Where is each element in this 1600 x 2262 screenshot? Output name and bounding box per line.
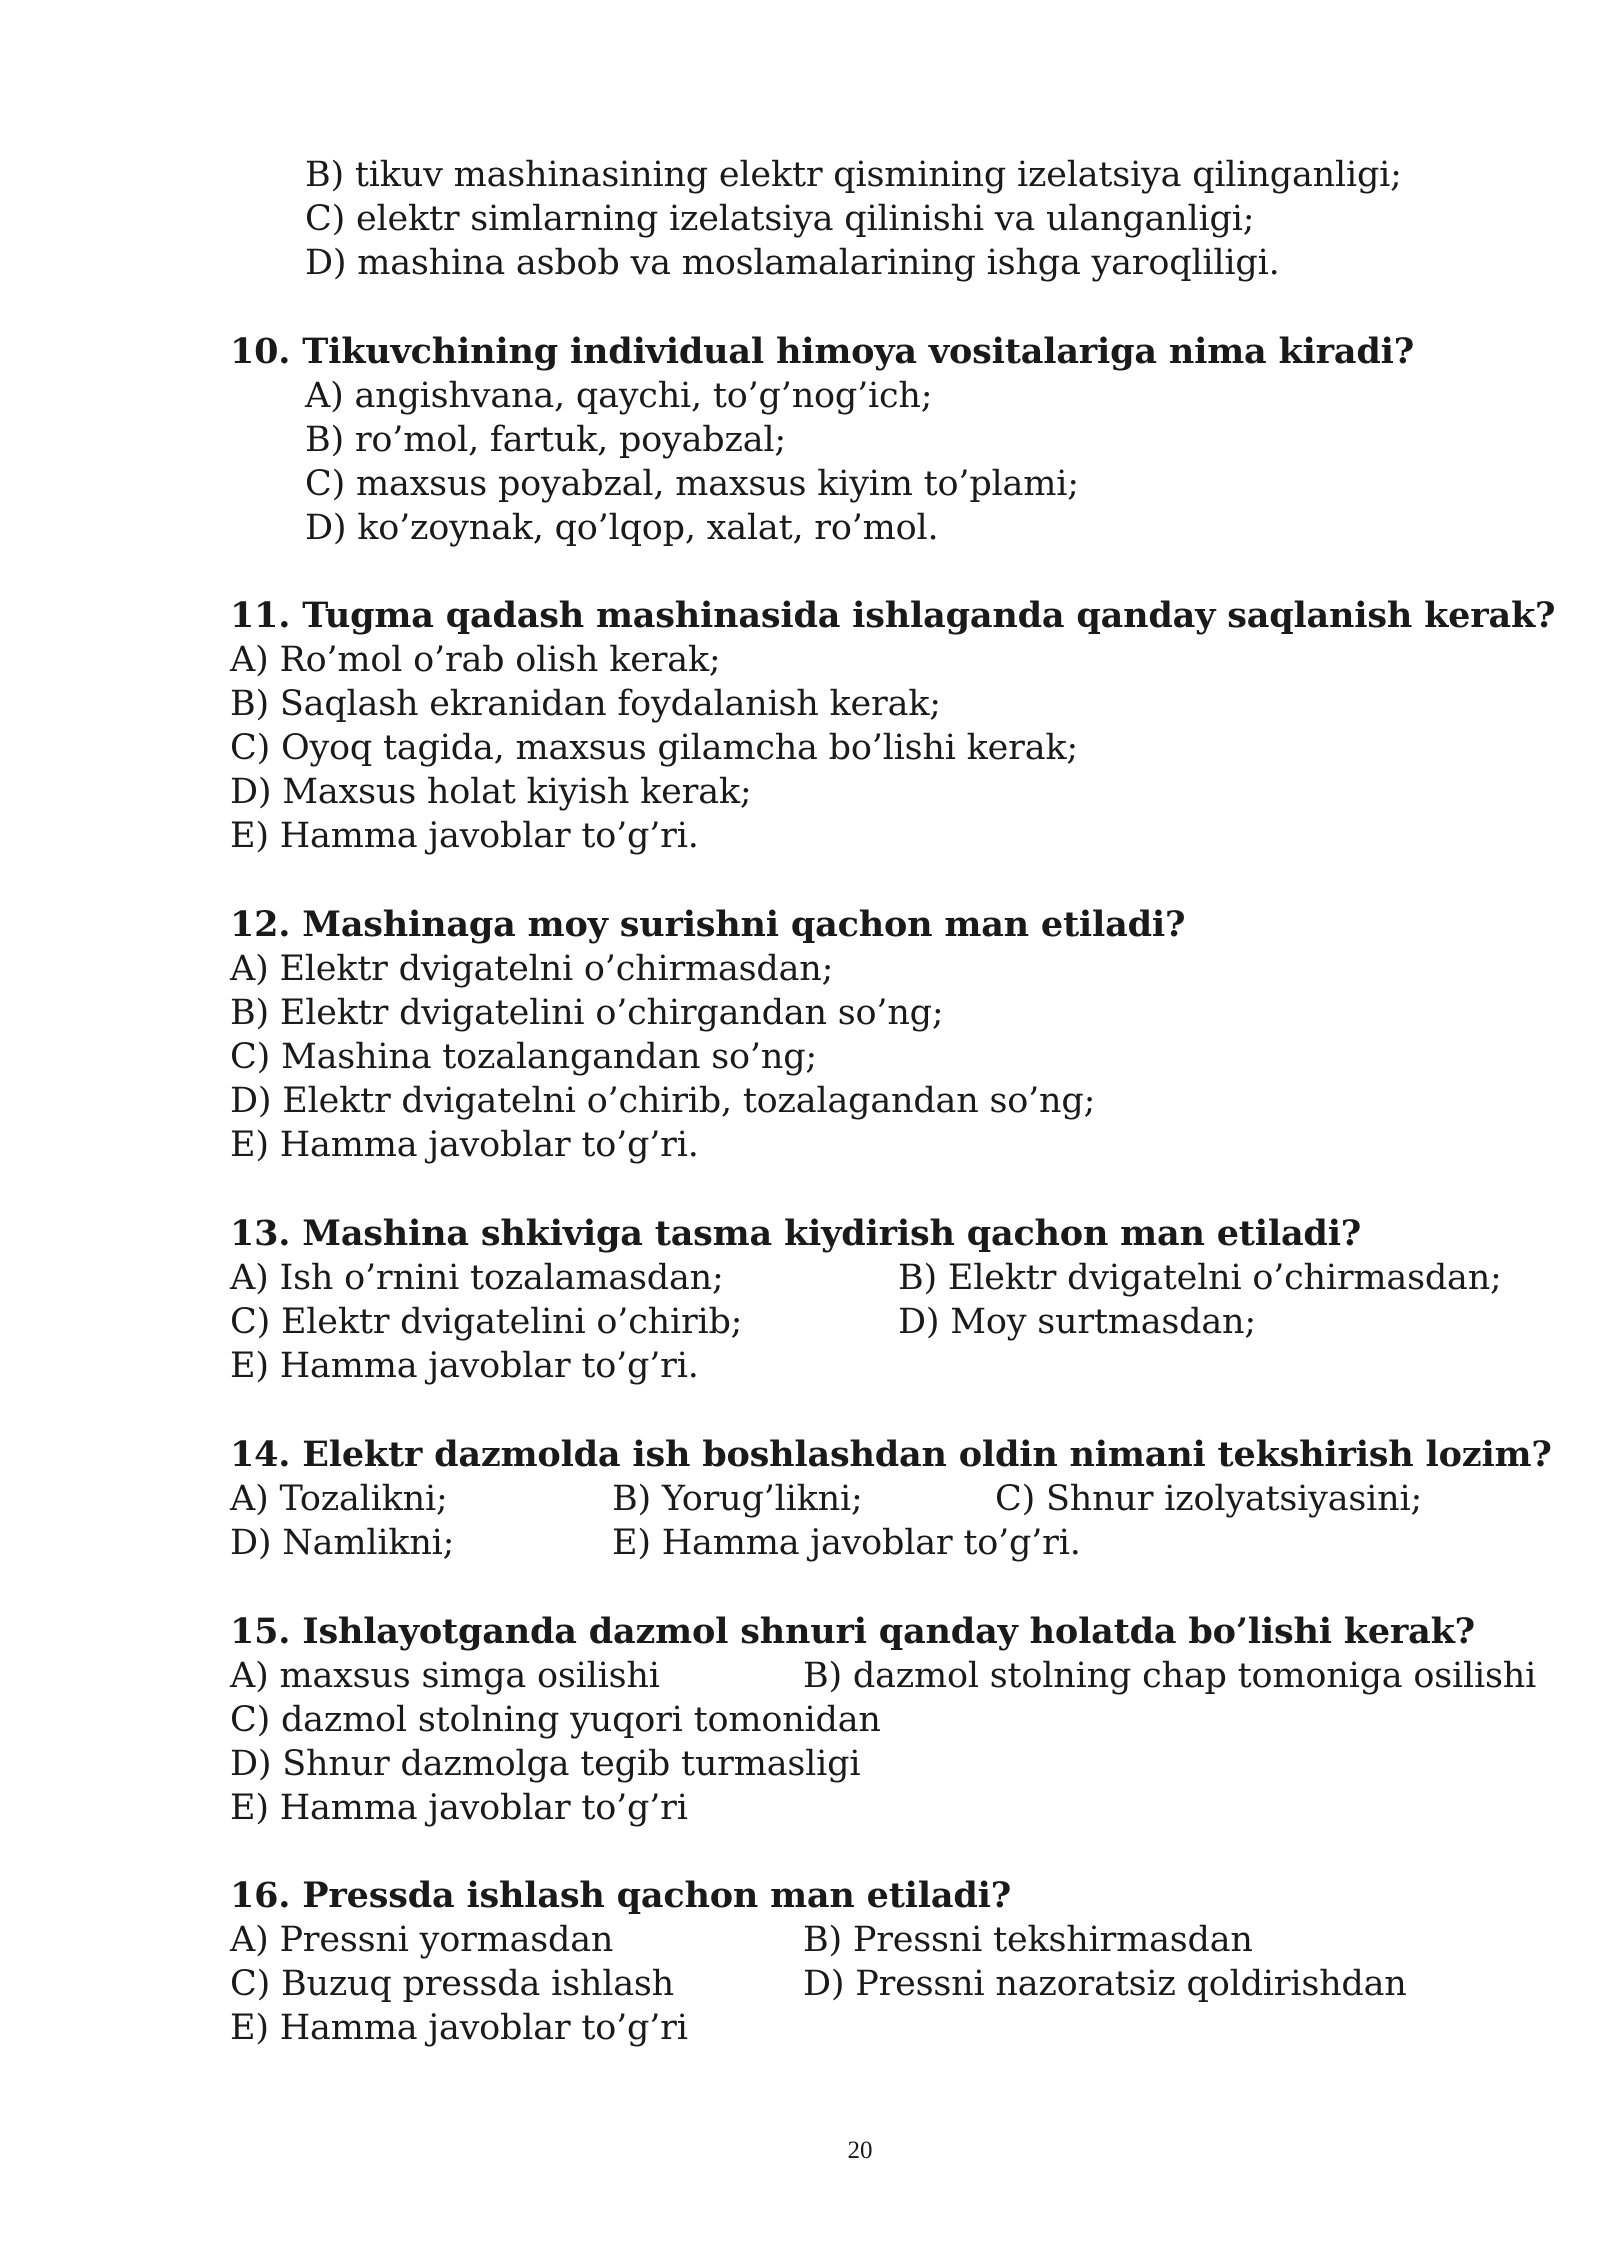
- q15-question: 15. Ishlayotganda dazmol shnuri qanday holatda bo’lishi kerak?: [230, 1611, 1475, 1652]
- q15-option-a: A) maxsus simga osilishi: [230, 1656, 660, 1696]
- q13-option-a: A) Ish o’rnini tozalamasdan;: [230, 1258, 724, 1298]
- q14-option-e: E) Hamma javoblar to’g’ri.: [612, 1523, 1081, 1563]
- q10-option-b: B) ro’mol, fartuk, poyabzal;: [305, 420, 786, 460]
- q14-question: 14. Elektr dazmolda ish boshlashdan oldin nimani tekshirish lozim?: [230, 1434, 1552, 1475]
- q14-option-b: B) Yorug’likni;: [612, 1479, 863, 1519]
- q16-option-c: C) Buzuq pressda ishlash: [230, 1964, 674, 2004]
- q12-option-d: D) Elektr dvigatelni o’chirib, tozalagandan so’ng;: [230, 1081, 1096, 1121]
- q12-option-a: A) Elektr dvigatelni o’chirmasdan;: [230, 949, 834, 989]
- q11-option-e: E) Hamma javoblar to’g’ri.: [230, 816, 699, 856]
- q10-option-c: C) maxsus poyabzal, maxsus kiyim to’plami;: [305, 464, 1079, 504]
- q11-option-d: D) Maxsus holat kiyish kerak;: [230, 772, 752, 812]
- q9-option-d: D) mashina asbob va moslamalarining ishga yaroqliligi.: [305, 243, 1280, 283]
- q13-option-e: E) Hamma javoblar to’g’ri.: [230, 1346, 699, 1386]
- q13-option-c: C) Elektr dvigatelini o’chirib;: [230, 1302, 743, 1342]
- q12-option-b: B) Elektr dvigatelini o’chirgandan so’ng;: [230, 993, 944, 1033]
- q15-option-c: C) dazmol stolning yuqori tomonidan: [230, 1700, 881, 1740]
- q16-option-e: E) Hamma javoblar to’g’ri: [230, 2008, 688, 2048]
- q14-option-d: D) Namlikni;: [230, 1523, 455, 1563]
- q10-option-a: A) angishvana, qaychi, to’g’nog’ich;: [305, 376, 933, 416]
- q10-option-d: D) ko’zoynak, qo’lqop, xalat, ro’mol.: [305, 508, 939, 548]
- q16-option-d: D) Pressni nazoratsiz qoldirishdan: [803, 1964, 1407, 2004]
- q13-option-b: B) Elektr dvigatelni o’chirmasdan;: [898, 1258, 1502, 1298]
- q15-option-e: E) Hamma javoblar to’g’ri: [230, 1788, 688, 1828]
- q15-option-d: D) Shnur dazmolga tegib turmasligi: [230, 1744, 861, 1784]
- q16-option-a: A) Pressni yormasdan: [230, 1920, 614, 1960]
- q15-option-b: B) dazmol stolning chap tomoniga osilishi: [803, 1656, 1537, 1696]
- q11-option-a: A) Ro’mol o’rab olish kerak;: [230, 640, 721, 680]
- q12-option-e: E) Hamma javoblar to’g’ri.: [230, 1125, 699, 1165]
- q10-question: 10. Tikuvchining individual himoya vositalariga nima kiradi?: [230, 331, 1415, 372]
- q16-question: 16. Pressda ishlash qachon man etiladi?: [230, 1875, 1012, 1916]
- q9-option-b: B) tikuv mashinasining elektr qismining izelatsiya qilinganligi;: [305, 155, 1402, 195]
- page-number: 20: [847, 2137, 873, 2164]
- q14-option-c: C) Shnur izolyatsiyasini;: [995, 1479, 1423, 1519]
- q12-question: 12. Mashinaga moy surishni qachon man etiladi?: [230, 904, 1186, 945]
- q11-option-b: B) Saqlash ekranidan foydalanish kerak;: [230, 684, 941, 724]
- q13-question: 13. Mashina shkiviga tasma kiydirish qachon man etiladi?: [230, 1213, 1362, 1254]
- q11-option-c: C) Oyoq tagida, maxsus gilamcha bo’lishi kerak;: [230, 728, 1078, 768]
- q13-option-d: D) Moy surtmasdan;: [898, 1302, 1256, 1342]
- q14-option-a: A) Tozalikni;: [230, 1479, 448, 1519]
- q11-question: 11. Tugma qadash mashinasida ishlaganda qanday saqlanish kerak?: [230, 595, 1556, 636]
- q12-option-c: C) Mashina tozalangandan so’ng;: [230, 1037, 817, 1077]
- q9-option-c: C) elektr simlarning izelatsiya qilinishi va ulanganligi;: [305, 199, 1255, 239]
- q16-option-b: B) Pressni tekshirmasdan: [803, 1920, 1253, 1960]
